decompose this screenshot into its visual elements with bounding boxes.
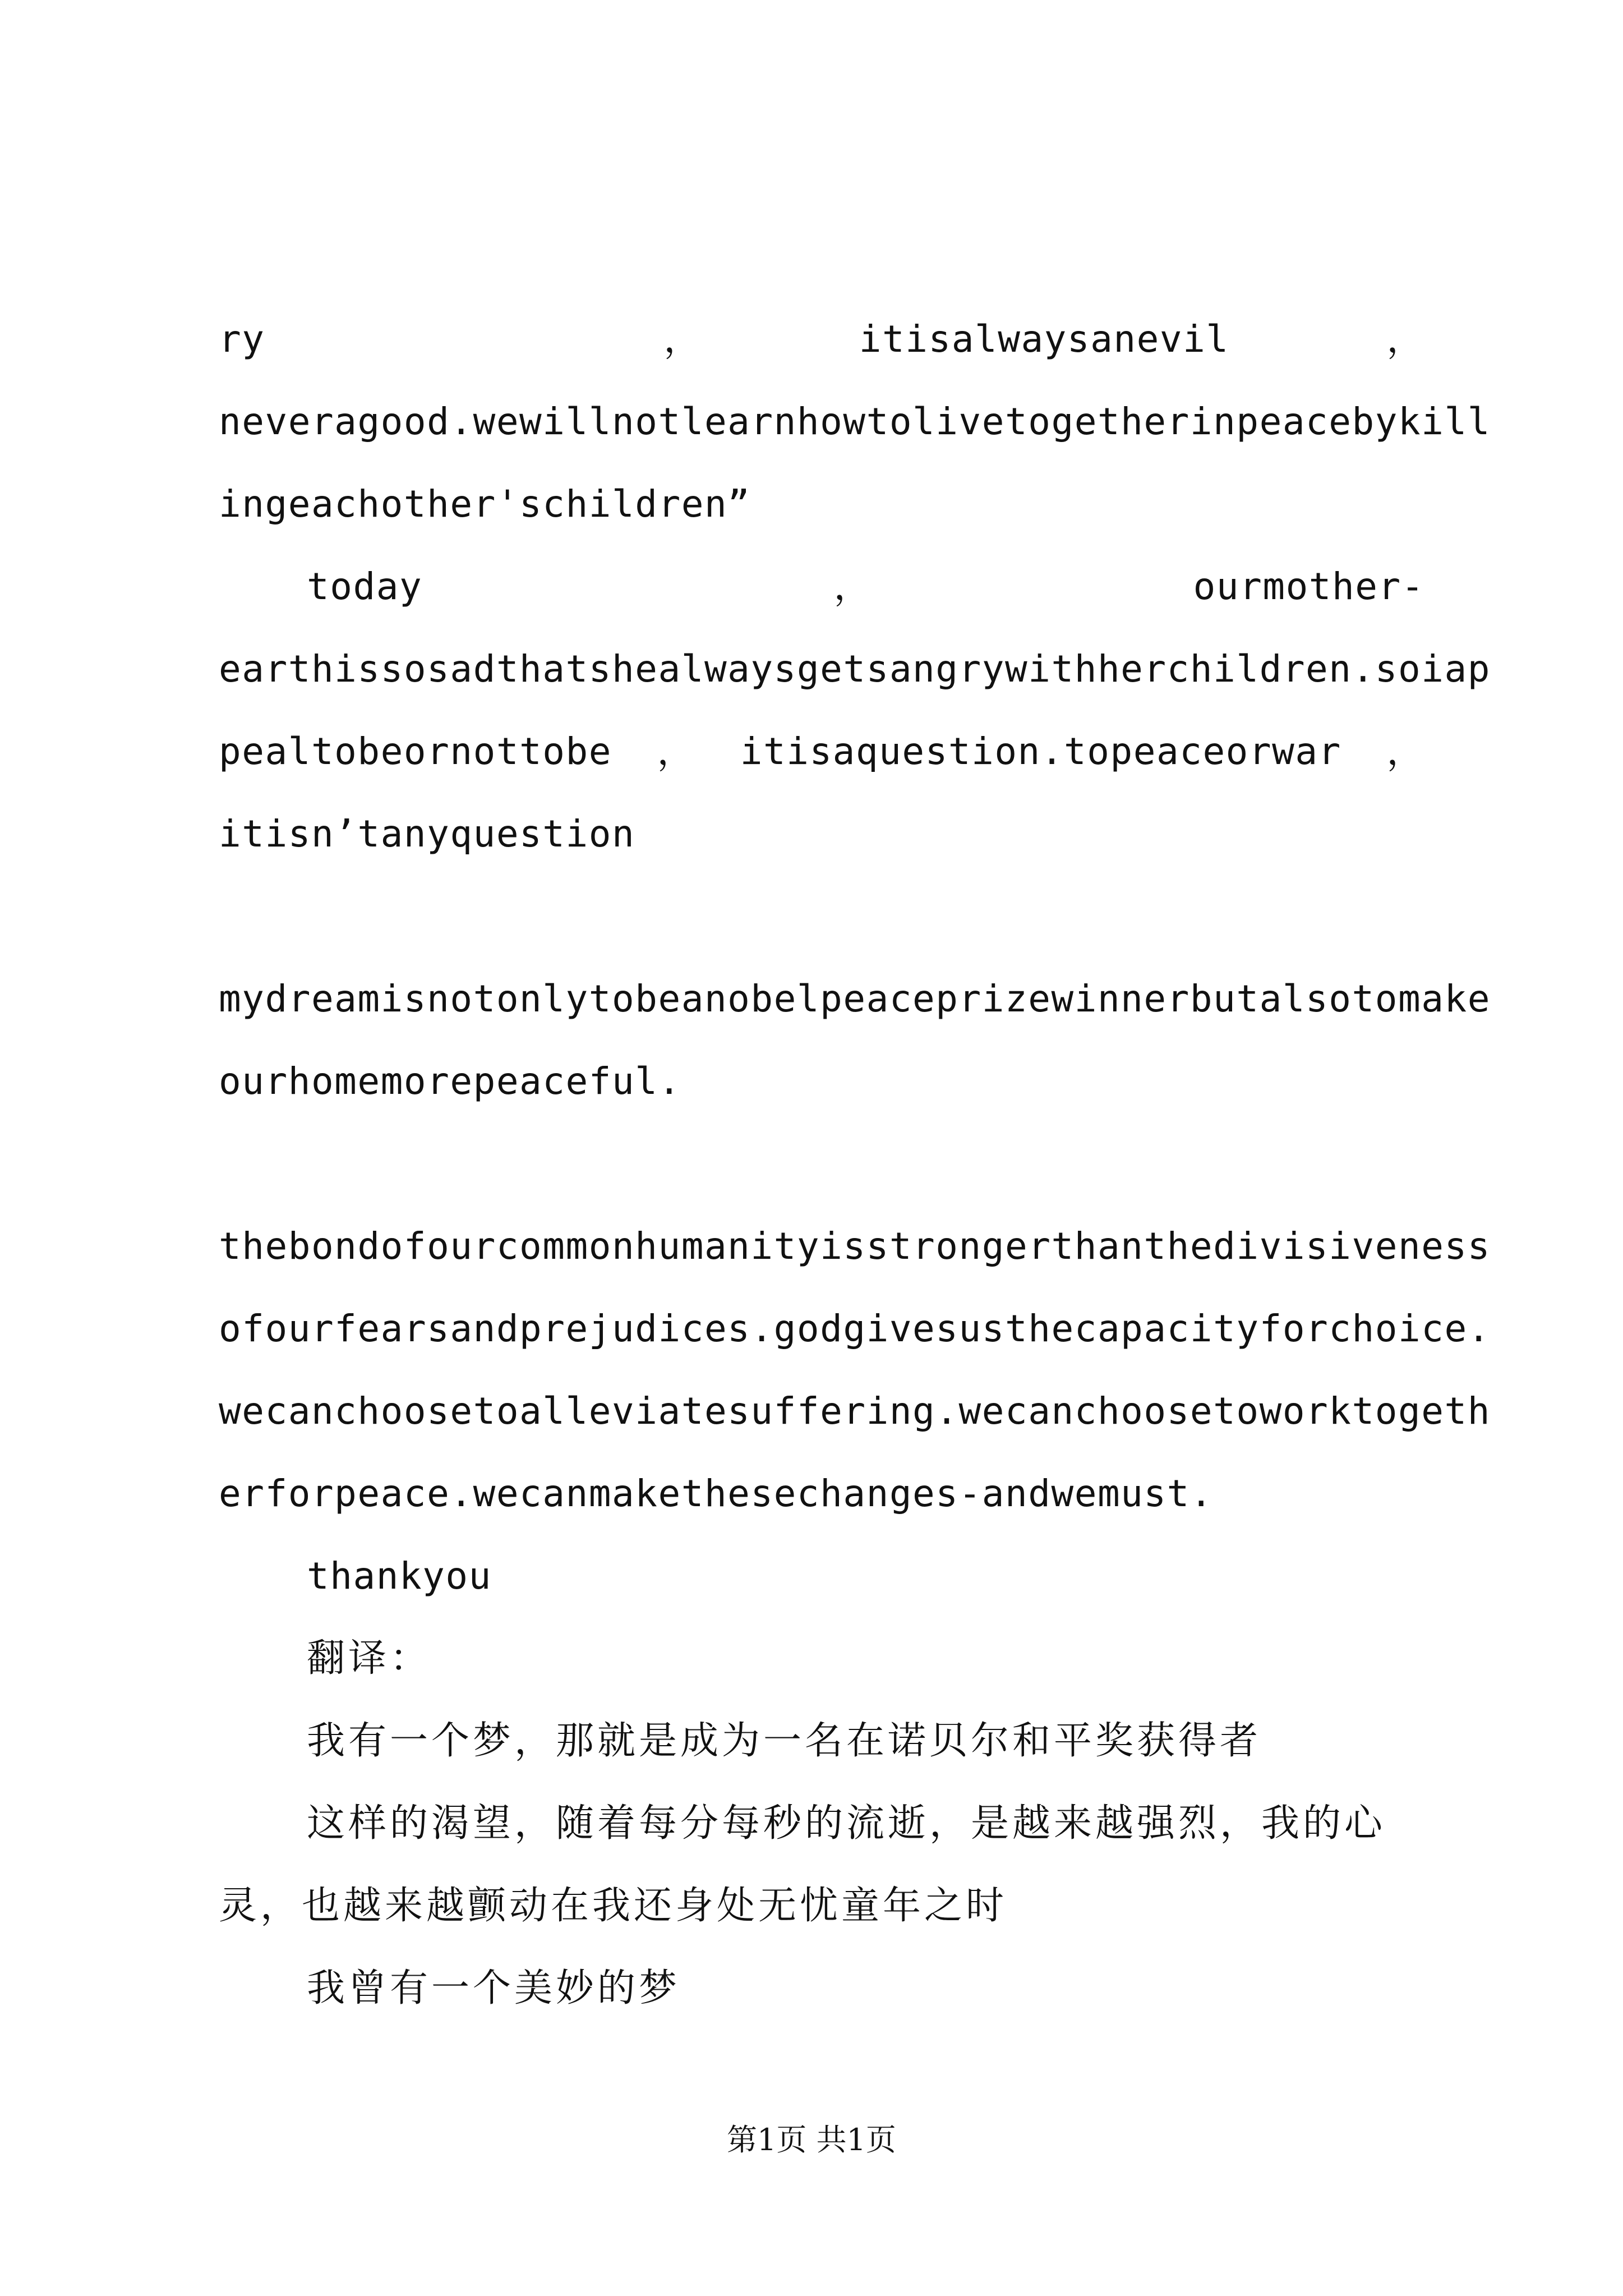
- cn-line-2: 这样的渴望，随着每分每秒的流逝，是越来越强烈，我的心: [307, 1801, 1386, 1846]
- text-segment: ourmother-: [1193, 565, 1424, 608]
- text-segment: ，: [1386, 318, 1424, 361]
- p1-line-3: ingeachother'schildren”: [219, 482, 751, 526]
- p1-line-2: neveragood.wewillnotlearnhowtolivetogetherinpeacebykill: [219, 400, 1491, 443]
- p4-line-2: ofourfearsandprejudices.godgivesusthecapacityforchoice.: [219, 1307, 1491, 1350]
- thanks-line: thankyou: [307, 1554, 492, 1598]
- page-footer: 第1页 共1页: [727, 2122, 896, 2157]
- p2-line-4: itisn’tanyquestion: [219, 812, 635, 855]
- translation-label: 翻译：: [307, 1636, 432, 1681]
- cn-line-4: 我曾有一个美妙的梦: [307, 1966, 681, 2010]
- text-segment: itisalwaysanevil: [859, 318, 1229, 361]
- text-segment: today: [307, 565, 423, 608]
- p4-line-3: wecanchoosetoalleviatesuffering.wecanchoosetoworktogeth: [219, 1389, 1491, 1433]
- p3-line-2: ourhomemorepeaceful.: [219, 1060, 681, 1103]
- text-segment: itisaquestion.topeaceorwar: [740, 730, 1341, 773]
- text-segment: ，: [657, 730, 695, 773]
- p3-line-1: mydreamisnotonlytobeanobelpeaceprizewinnerbutalsotomake: [219, 977, 1491, 1020]
- cn-line-1: 我有一个梦，那就是成为一名在诺贝尔和平奖获得者: [307, 1719, 1262, 1763]
- cn-line-3: 灵，也越来越颤动在我还身处无忧童年之时: [219, 1884, 1008, 1928]
- p2-line-1: [307, 559, 1424, 615]
- p4-line-4: erforpeace.wecanmakethesechanges-andwemust.: [219, 1472, 1214, 1515]
- text-segment: pealtobeornottobe: [219, 730, 612, 773]
- text-segment: ，: [663, 318, 702, 361]
- text-segment: ，: [833, 565, 872, 608]
- p4-line-1: thebondofourcommonhumanityisstrongerthanthedivisiveness: [219, 1225, 1491, 1268]
- p1-line-1: [219, 311, 1424, 367]
- text-segment: ，: [1386, 730, 1424, 773]
- p2-line-3: [219, 724, 1424, 780]
- p2-line-2: earthissosadthatshealwaysgetsangrywithherchildren.soiap: [219, 647, 1491, 691]
- text-segment: ry: [219, 318, 265, 361]
